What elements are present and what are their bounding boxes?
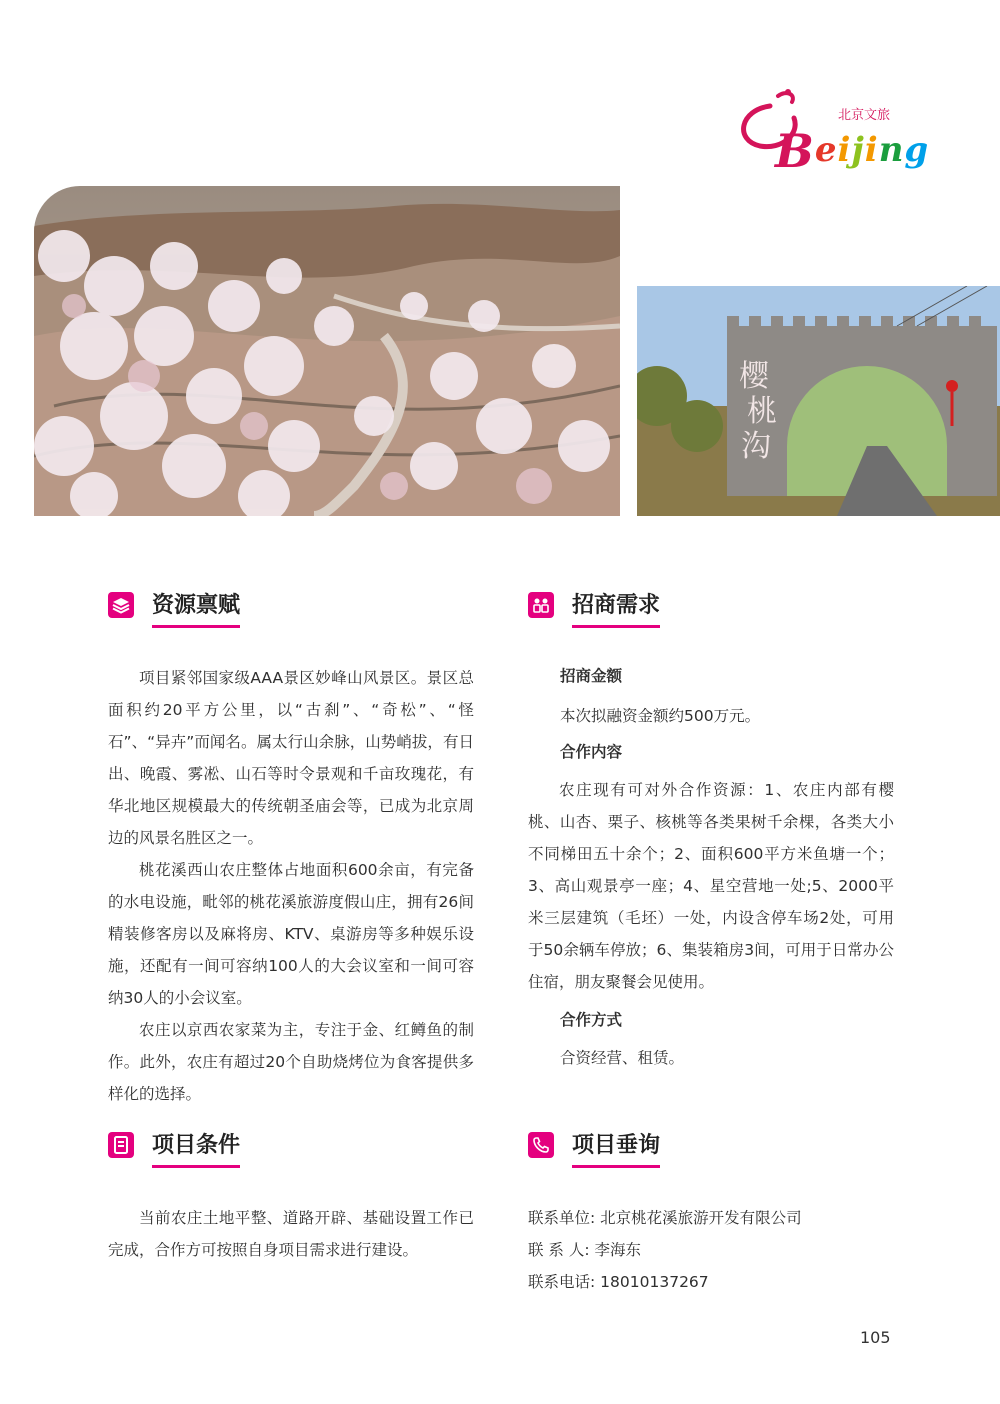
paragraph: 桃花溪西山农庄整体占地面积600余亩，有完备的水电设施，毗邻的桃花溪旅游度假山庄，拥有26间精装修客房以及麻将房、KTV、桌游房等多种娱乐设施，还配有一间可容纳100人的大会议室和一间可容纳30人的小会议室。 (108, 861, 474, 1007)
contact-label: 联 系 人: (528, 1241, 590, 1259)
paragraph: 农庄以京西农家菜为主，专注于金、红鳟鱼的制作。此外，农庄有超过20个自助烧烤位为食客提供多样化的选择。 (108, 1021, 474, 1103)
page-number: 105 (860, 1328, 891, 1347)
amount-text: 本次拟融资金额约500万元。 (560, 707, 761, 725)
paragraph: 当前农庄土地平整、道路开辟、基础设置工作已完成，合作方可按照自身项目需求进行建设。 (108, 1209, 474, 1259)
gate-sign-char: 樱 (739, 359, 769, 394)
section-title: 项目条件 (152, 1128, 240, 1168)
logo-wordmark: Beijing (775, 124, 930, 178)
contact-value: 李海东 (594, 1241, 642, 1259)
section-title: 资源禀赋 (152, 588, 240, 628)
paragraph: 项目紧邻国家级AAA景区妙峰山风景区。景区总面积约20平方公里，以“古刹”、“奇松”、“怪石”、“异卉”而闻名。属太行山余脉，山势峭拔，有日出、晚霞、雾凇、山石等时令景观和千亩玫瑰花，有华北地区规模最大的传统朝圣庙会等，已成为北京周边的风景名胜区之一。 (108, 669, 474, 847)
mode-text: 合资经营、租赁。 (560, 1049, 685, 1067)
contact-row (528, 1202, 894, 1234)
cherry-valley-gate-photo (637, 286, 1000, 516)
contact-value: 北京桃花溪旅游开发有限公司 (600, 1209, 802, 1227)
section-title: 项目垂询 (572, 1128, 660, 1168)
logo-chinese-text: 北京文旅 (838, 108, 891, 123)
contact-label: 联系电话: (528, 1273, 596, 1291)
svg-text:桃: 桃 (747, 394, 777, 429)
contact-value: 18010137267 (600, 1273, 709, 1291)
people-icon (528, 592, 554, 618)
layers-icon (108, 592, 134, 618)
content-label: 合作内容 (560, 743, 623, 761)
contact-row (528, 1266, 894, 1298)
phone-icon (528, 1132, 554, 1158)
svg-text:沟: 沟 (741, 429, 771, 464)
resources-body (108, 662, 474, 1110)
contact-row (528, 1234, 894, 1266)
document-list-icon (108, 1132, 134, 1158)
section-title: 招商需求 (572, 588, 660, 628)
contact-label: 联系单位: (528, 1209, 596, 1227)
investment-body (528, 660, 894, 1074)
mode-label: 合作方式 (560, 1011, 623, 1029)
conditions-body (108, 1202, 474, 1266)
peach-blossom-terraces-photo (34, 186, 620, 516)
content-text: 农庄现有可对外合作资源：1、农庄内部有樱桃、山杏、栗子、核桃等各类果树千余棵，各类大小不同梯田五十余个；2、面积600平方米鱼塘一个；3、高山观景亭一座；4、星空营地一处;5、2000平米三层建筑（毛坯）一处，内设含停车场2处，可用于50余辆车停放；6、集装箱房3间，可用于日常办公住宿，朋友聚餐会见使用。 (528, 781, 894, 991)
amount-label: 招商金额 (560, 667, 623, 685)
contact-body (528, 1202, 894, 1298)
